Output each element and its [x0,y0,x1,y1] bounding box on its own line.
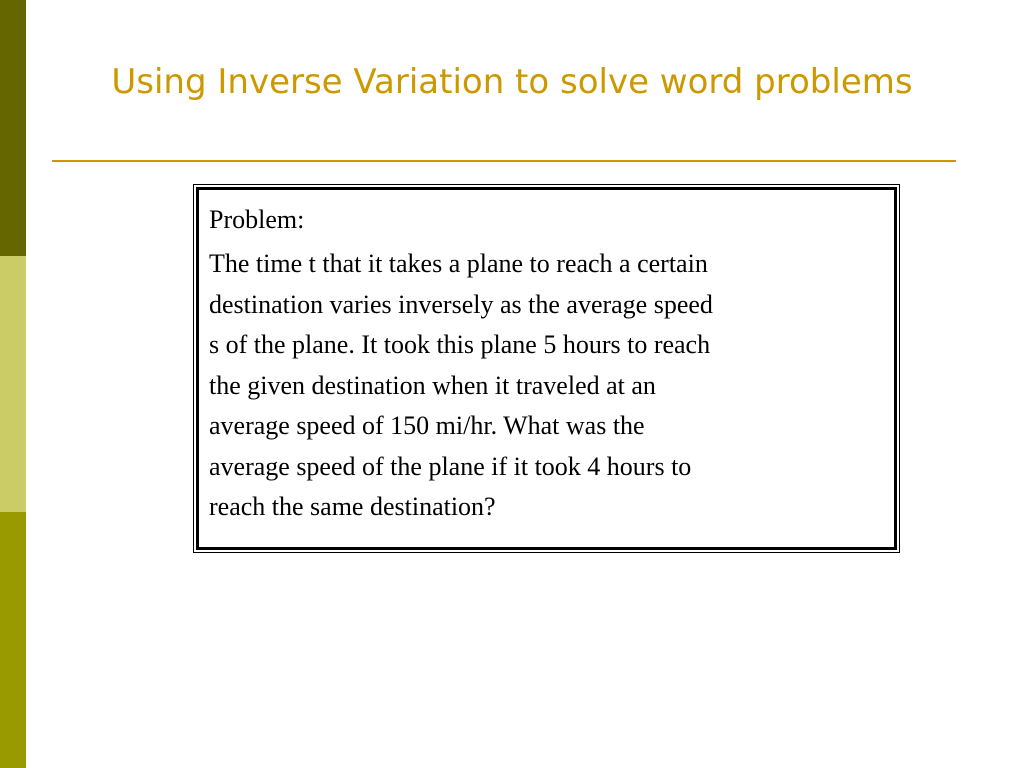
problem-heading: Problem: [209,205,305,234]
sidebar-segment-top [0,0,26,256]
problem-text: The time t that it takes a plane to reach a certain destination varies inversely as the average speed s of the plane. It took this plane 5 hours to reach the given destination when it traveled at an average speed of 150 mi/hr. What was the average speed of the plane if it took 4 hours to reach the same destination? [209,249,713,521]
problem-box-inner [196,187,897,550]
sidebar-accent [0,0,26,768]
slide-title: Using Inverse Variation to solve word problems [111,62,913,102]
problem-box [193,184,900,553]
sidebar-segment-middle [0,256,26,512]
sidebar-segment-bottom [0,512,26,768]
title-divider [52,160,956,162]
